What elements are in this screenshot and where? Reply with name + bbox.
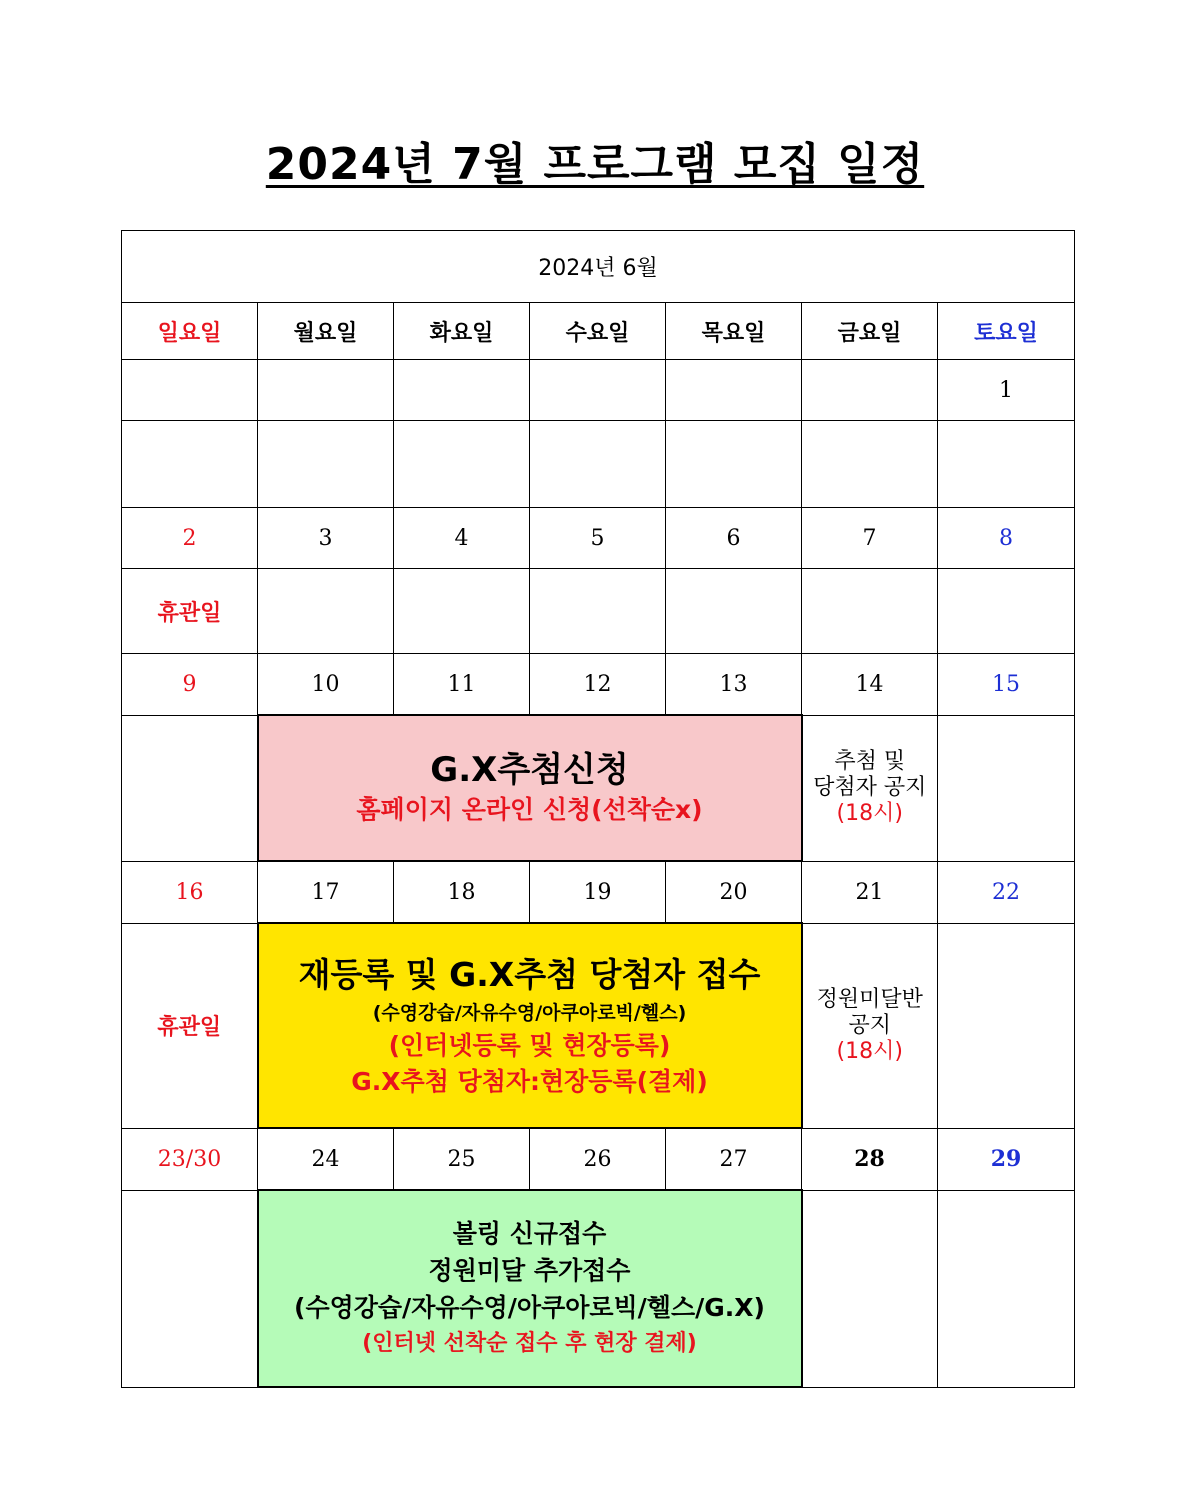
day-21: 21 [802,861,938,923]
event-cell [802,1190,938,1387]
event-cell [530,421,666,508]
bowling-block-programs: (수영강습/자유수영/아쿠아로빅/헬스/G.X) [294,1293,765,1322]
weekday-mon: 월요일 [258,303,394,360]
day-6: 6 [666,508,802,569]
event-cell [938,715,1075,861]
event-cell [122,1190,258,1387]
day-11: 11 [394,654,530,716]
day-8: 8 [938,508,1075,569]
day-19: 19 [530,861,666,923]
event-cell [666,421,802,508]
day-25: 25 [394,1128,530,1190]
day-29: 29 [938,1128,1075,1190]
day-cell [802,360,938,421]
week4-event-row [122,923,1075,1128]
day-17: 17 [258,861,394,923]
day-16: 16 [122,861,258,923]
day-5: 5 [530,508,666,569]
re-registration-programs: (수영강습/자유수영/아쿠아로빅/헬스) [372,1001,687,1024]
day-15: 15 [938,654,1075,716]
day-cell [258,360,394,421]
day-18: 18 [394,861,530,923]
week3-date-row [122,654,1075,716]
day-23-30: 23/30 [122,1128,258,1190]
week3-event-row [122,715,1075,861]
day-cell [394,360,530,421]
month-title: 2024년 6월 [122,231,1075,303]
event-cell [802,569,938,654]
lottery-announcement-note [802,715,938,861]
gx-lottery-application-block [258,715,802,861]
weekday-sat: 토요일 [938,303,1075,360]
day-cell [530,360,666,421]
event-cell [258,421,394,508]
event-cell [938,1190,1075,1387]
day-cell [666,360,802,421]
note-line: 공지 [848,1012,891,1038]
weekday-sun: 일요일 [122,303,258,360]
event-cell [394,569,530,654]
event-cell [530,569,666,654]
day-cell [122,360,258,421]
event-cell [666,569,802,654]
day-26: 26 [530,1128,666,1190]
day-27: 27 [666,1128,802,1190]
week2-date-row [122,508,1075,569]
day-7: 7 [802,508,938,569]
day-22: 22 [938,861,1075,923]
document-title [0,128,1190,192]
note-time: (18시) [836,801,903,826]
day-3: 3 [258,508,394,569]
note-line: 당첨자 공지 [813,775,927,800]
week1-date-row [122,360,1075,421]
day-24: 24 [258,1128,394,1190]
event-cell [938,569,1075,654]
day-9: 9 [122,654,258,716]
day-12: 12 [530,654,666,716]
gx-lottery-title: G.X추첨신청 [430,750,629,790]
event-cell [938,923,1075,1128]
day-4: 4 [394,508,530,569]
weekday-header-row [122,303,1075,360]
week5-event-row [122,1190,1075,1387]
day-1: 1 [938,360,1075,421]
holiday-label: 휴관일 [122,569,258,654]
gx-winner-registration: G.X추첨 당첨자:현장등록(결제) [351,1066,708,1096]
week2-event-row [122,569,1075,654]
day-10: 10 [258,654,394,716]
note-line: 정원미달반 [816,986,923,1012]
week4-date-row [122,861,1075,923]
holiday-label: 휴관일 [122,923,258,1128]
day-28: 28 [802,1128,938,1190]
event-cell [258,569,394,654]
event-cell [938,421,1075,508]
event-cell [394,421,530,508]
re-registration-method: (인터넷등록 및 현장등록) [388,1030,671,1060]
day-2: 2 [122,508,258,569]
week5-date-row [122,1128,1075,1190]
additional-registration: 정원미달 추가접수 [428,1256,631,1285]
weekday-wed: 수요일 [530,303,666,360]
event-cell [122,421,258,508]
document-title-text: 2024년 7월 프로그램 모집 일정 [265,139,925,190]
bowling-block-method: (인터넷 선착순 접수 후 현장 결제) [362,1331,697,1356]
weekday-thu: 목요일 [666,303,802,360]
weekday-fri: 금요일 [802,303,938,360]
gx-lottery-subtitle: 홈페이지 온라인 신청(선착순x) [356,795,703,824]
bowling-new-registration: 볼링 신규접수 [452,1219,607,1248]
re-registration-title: 재등록 및 G.X추첨 당첨자 접수 [298,954,761,994]
bowling-registration-block [258,1190,802,1387]
note-line: 추첨 및 [834,749,906,774]
event-cell [122,715,258,861]
calendar-table [121,230,1075,1388]
day-13: 13 [666,654,802,716]
day-20: 20 [666,861,802,923]
week1-event-row [122,421,1075,508]
note-time: (18시) [836,1038,903,1064]
day-14: 14 [802,654,938,716]
weekday-tue: 화요일 [394,303,530,360]
re-registration-block [258,923,802,1128]
event-cell [802,421,938,508]
under-capacity-notice-note [802,923,938,1128]
